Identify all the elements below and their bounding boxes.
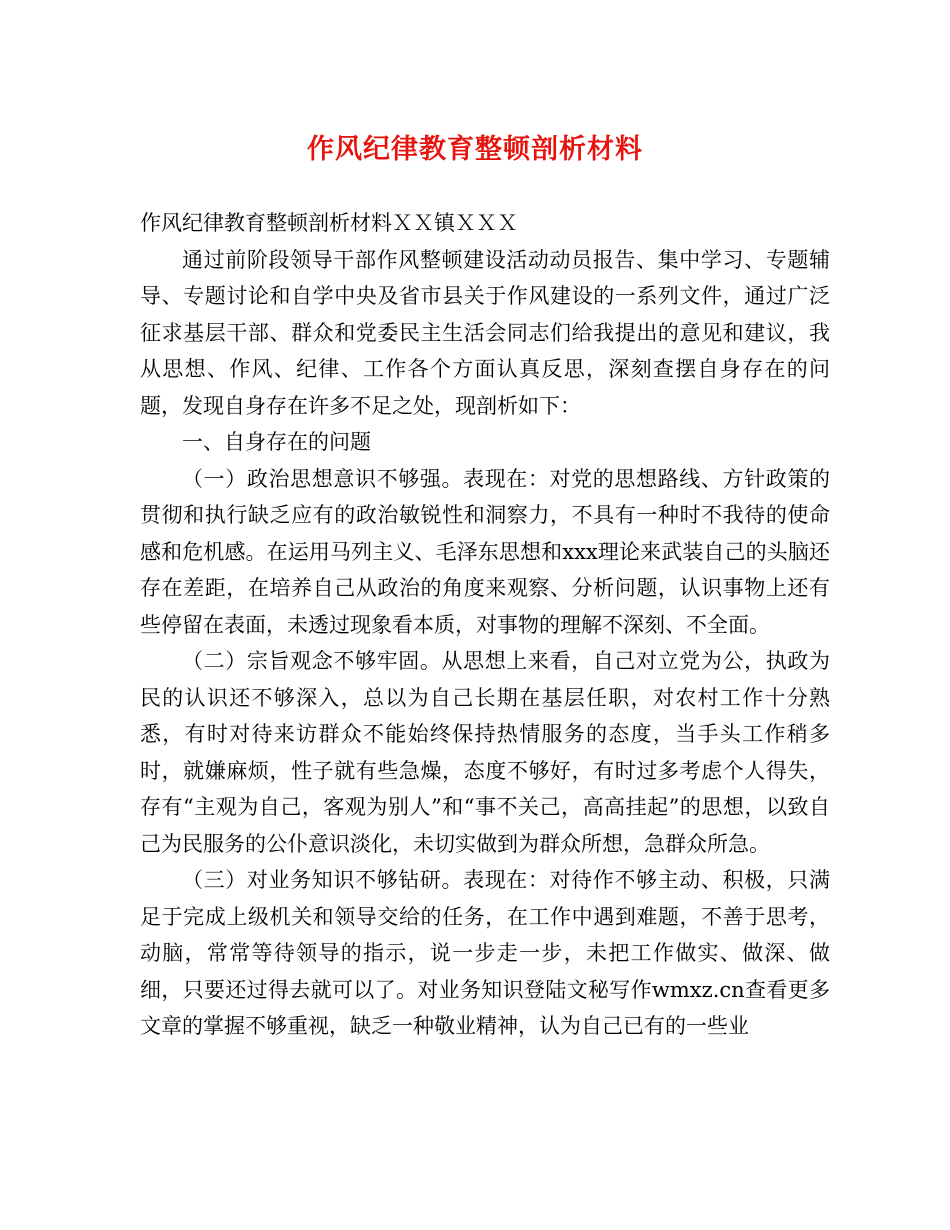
item-paragraph-1: （一）政治思想意识不够强。表现在：对党的思想路线、方针政策的贯彻和执行缺乏应有的政治敏锐性和洞察力，不具有一种时不我待的使命感和危机感。在运用马列主义、毛泽东思想和xxx理论来武装自己的头脑还存在差距，在培养自己从政治的角度来观察、分析问题，认识事物上还有些停留在表面，未透过现象看本质，对事物的理解不深刻、不全面。 bbox=[140, 466, 830, 637]
document-subheading: 作风纪律教育整顿剖析材料ＸＸ镇ＸＸＸ bbox=[140, 211, 518, 235]
intro-paragraph: 通过前阶段领导干部作风整顿建设活动动员报告、集中学习、专题辅导、专题讨论和自学中央及省市县关于作风建设的一系列文件，通过广泛征求基层干部、群众和党委民主生活会同志们给我提出的意见和建议，我从思想、作风、纪律、工作各个方面认真反思，深刻查摆自身存在的问题，发现自身存在许多不足之处，现剖析如下： bbox=[140, 247, 830, 418]
document-title: 作风纪律教育整顿剖析材料 bbox=[307, 134, 643, 165]
section-heading: 一、自身存在的问题 bbox=[182, 430, 371, 454]
document-body bbox=[140, 205, 830, 1045]
item-paragraph-3: （三）对业务知识不够钻研。表现在：对待作不够主动、积极，只满足于完成上级机关和领导交给的任务，在工作中遇到难题，不善于思考，动脑，常常等待领导的指示，说一步走一步，未把工作做实、做深、做细，只要还过得去就可以了。对业务知识登陆文秘写作wmxz.cn查看更多文章的掌握不够重视，缺乏一种敬业精神，认为自己已有的一些业 bbox=[140, 868, 830, 1038]
item-paragraph-2: （二）宗旨观念不够牢固。从思想上来看，自己对立党为公，执政为民的认识还不够深入，总以为自己长期在基层任职，对农村工作十分熟悉，有时对待来访群众不能始终保持热情服务的态度，当手头工作稍多时，就嫌麻烦，性子就有些急燥，态度不够好，有时过多考虑个人得失，存有“主观为自己，客观为别人”和“事不关己，高高挂起”的思想，以致自己为民服务的公仆意识淡化，未切实做到为群众所想，急群众所急。 bbox=[140, 649, 830, 856]
